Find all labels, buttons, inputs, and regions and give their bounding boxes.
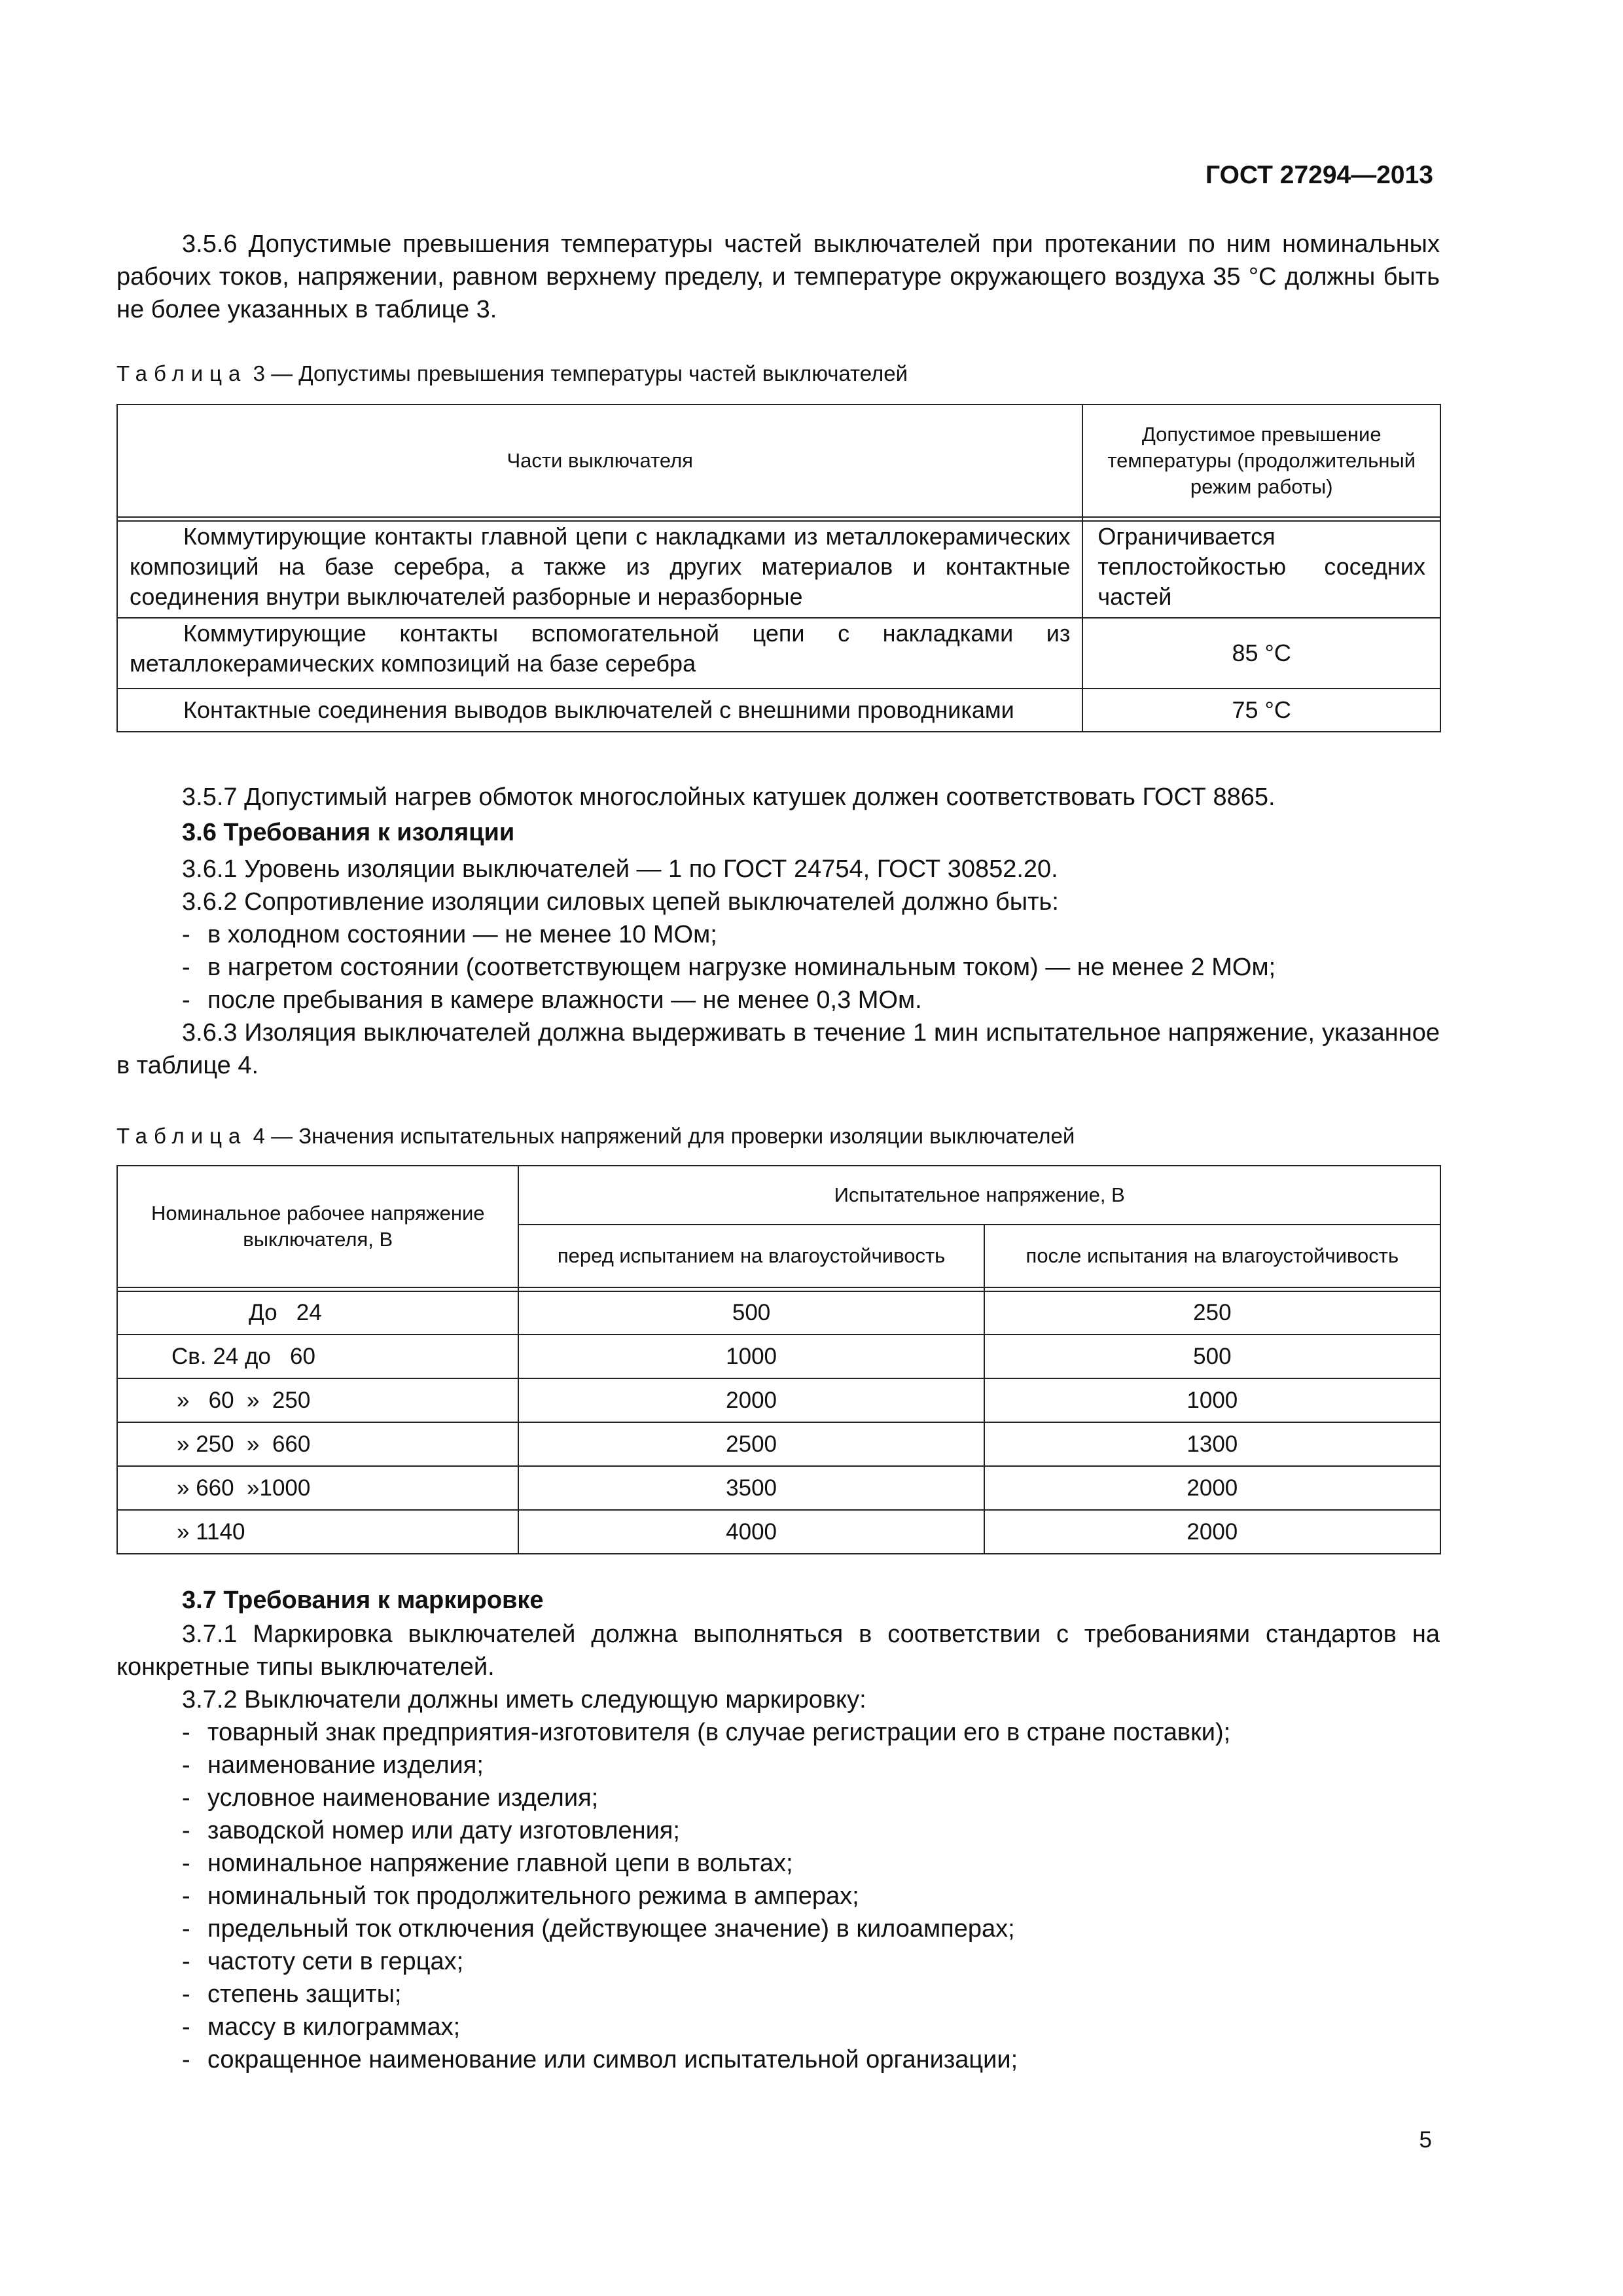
paragraph-3-6-1: 3.6.1 Уровень изоляции выключателей — 1 по ГОСТ 24754, ГОСТ 30852.20. (182, 855, 1058, 883)
table4-cell-before: 1000 (518, 1335, 984, 1378)
paragraph-text: 3.5.6 Допустимые превышения температуры частей выключателей при протекании по ним номинальных рабочих токов, напряжении, равном верхнему пределу, и температуре окружающего воздуха 35 °С должны быть не более указанных в таблице 3. (116, 230, 1440, 323)
list-item-text: массу в килограммах; (207, 2013, 461, 2041)
table4-cell-voltage: » 250 » 660 (117, 1422, 518, 1466)
list-item-text: товарный знак предприятия-изготовителя (в случае регистрации его в стране поставки); (207, 1719, 1231, 1746)
table3-cell-part: Коммутирующие контакты главной цепи с накладками из металлокерамических композиций на базе серебра, а также из других материалов и контактные соединения внутри выключателей разборные и неразборные (117, 521, 1082, 618)
table4-header-after: после испытания на влагоустойчивость (984, 1225, 1440, 1287)
list-item-text: после пребывания в камере влажности — не менее 0,3 МОм. (207, 986, 922, 1014)
table4-cell-after: 250 (984, 1291, 1440, 1335)
list-item-text: в холодном состоянии — не менее 10 МОм; (207, 921, 717, 948)
table3-caption-label: Таблица (116, 361, 247, 386)
table4-header-voltage: Номинальное рабочее напряжение выключателя, В (117, 1166, 518, 1287)
table4-header-before: перед испытанием на влагоустойчивость (518, 1225, 984, 1287)
list-item (116, 1945, 1440, 1978)
list-item (116, 1814, 1440, 1847)
table-4 (116, 1165, 1441, 1554)
table4-cell-after: 500 (984, 1335, 1440, 1378)
table4-cell-voltage: До 24 (117, 1291, 518, 1335)
table-row (117, 1422, 1440, 1466)
table-row (117, 618, 1440, 689)
list-item (116, 1749, 1440, 1782)
list-item (116, 2043, 1440, 2076)
table-row (117, 689, 1440, 732)
table4-cell-after: 2000 (984, 1466, 1440, 1510)
table-row (117, 1378, 1440, 1422)
list-item-text: предельный ток отключения (действующее значение) в килоамперах; (207, 1915, 1015, 1943)
table4-cell-before: 2500 (518, 1422, 984, 1466)
table4-caption-label: Таблица (116, 1124, 247, 1148)
table3-cell-value: 85 °С (1082, 618, 1440, 689)
table4-cell-voltage: Св. 24 до 60 (117, 1335, 518, 1378)
table3-header-limit: Допустимое превышение температуры (продолжительный режим работы) (1082, 404, 1440, 517)
list-item-text: степень защиты; (207, 1981, 402, 2008)
table4-cell-before: 4000 (518, 1510, 984, 1554)
list-item (116, 1978, 1440, 2011)
list-item-text: наименование изделия; (207, 1751, 484, 1779)
table3-caption (116, 361, 908, 386)
section-3-7-block (116, 1584, 1440, 2076)
table4-cell-voltage: » 660 »1000 (117, 1466, 518, 1510)
table4-cell-after: 1000 (984, 1378, 1440, 1422)
table-3 (116, 404, 1441, 732)
list-item-text: в нагретом состоянии (соответствующем нагрузке номинальным током) — не менее 2 МОм; (207, 954, 1276, 981)
list-item (116, 951, 1440, 984)
list-item-text: номинальный ток продолжительного режима в амперах; (207, 1882, 859, 1910)
table4-header-test-voltage: Испытательное напряжение, В (518, 1166, 1440, 1225)
paragraph-3-6-3: 3.6.3 Изоляция выключателей должна выдерживать в течение 1 мин испытательное напряжение, указанное в таблице 4. (116, 1019, 1440, 1079)
table3-header-parts: Части выключателя (117, 404, 1082, 517)
table3-cell-part: Коммутирующие контакты вспомогательной цепи с накладками из металлокерамических композиций на базе серебра (117, 618, 1082, 689)
list-item (116, 1716, 1440, 1749)
table-row (117, 521, 1440, 618)
standard-number: ГОСТ 27294—2013 (1205, 161, 1433, 189)
list-item (116, 2011, 1440, 2043)
table4-caption-text: 4 — Значения испытательных напряжений для проверки изоляции выключателей (253, 1124, 1075, 1148)
table4-cell-voltage: » 1140 (117, 1510, 518, 1554)
heading-3-6: 3.6 Требования к изоляции (182, 819, 515, 846)
table3-cell-value: Ограничивается теплостойкостью соседних частей (1082, 521, 1440, 618)
table3-caption-text: 3 — Допустимы превышения температуры частей выключателей (253, 361, 908, 386)
table-row (117, 1335, 1440, 1378)
table4-cell-after: 2000 (984, 1510, 1440, 1554)
paragraph-3-7-1: 3.7.1 Маркировка выключателей должна выполняться в соответствии с требованиями стандартов на конкретные типы выключателей. (116, 1621, 1440, 1681)
paragraph-3-6-2: 3.6.2 Сопротивление изоляции силовых цепей выключателей должно быть: (182, 888, 1059, 916)
list-item (116, 1880, 1440, 1912)
list-item (116, 984, 1440, 1016)
list-item (116, 1847, 1440, 1880)
table4-caption (116, 1124, 1075, 1149)
paragraph-3-7-2: 3.7.2 Выключатели должны иметь следующую маркировку: (182, 1686, 866, 1713)
list-item (116, 1912, 1440, 1945)
paragraph-3-5-6 (116, 228, 1440, 326)
list-item (116, 918, 1440, 951)
heading-3-7: 3.7 Требования к маркировке (182, 1587, 544, 1614)
list-item-text: частоту сети в герцах; (207, 1948, 464, 1975)
list-item-text: номинальное напряжение главной цепи в вольтах; (207, 1850, 793, 1877)
page-number: 5 (1419, 2127, 1432, 2153)
table-row (117, 1510, 1440, 1554)
table3-cell-value: 75 °С (1082, 689, 1440, 732)
list-item-text: условное наименование изделия; (207, 1784, 599, 1812)
table4-cell-before: 3500 (518, 1466, 984, 1510)
list-item-text: сокращенное наименование или символ испытательной организации; (207, 2046, 1018, 2073)
section-3-6-block (116, 781, 1440, 1082)
table-row (117, 1291, 1440, 1335)
table4-cell-after: 1300 (984, 1422, 1440, 1466)
table-row (117, 1466, 1440, 1510)
list-item-text: заводской номер или дату изготовления; (207, 1817, 680, 1844)
table4-cell-before: 2000 (518, 1378, 984, 1422)
table4-cell-voltage: » 60 » 250 (117, 1378, 518, 1422)
table4-cell-before: 500 (518, 1291, 984, 1335)
list-item (116, 1782, 1440, 1814)
table3-cell-part: Контактные соединения выводов выключателей с внешними проводниками (117, 689, 1082, 732)
paragraph-3-5-7: 3.5.7 Допустимый нагрев обмоток многослойных катушек должен соответствовать ГОСТ 8865. (182, 783, 1275, 811)
